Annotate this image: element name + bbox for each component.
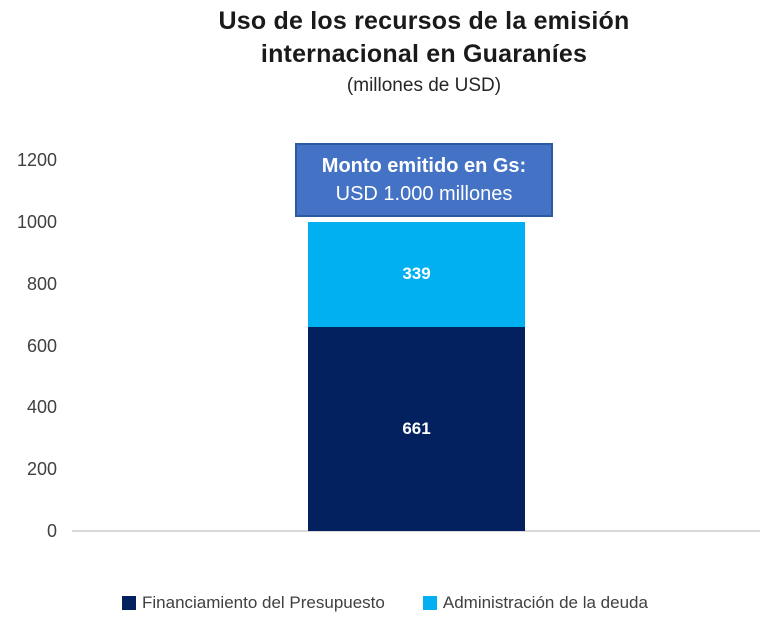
legend-item — [122, 593, 385, 613]
y-tick-label: 1200 — [16, 150, 57, 170]
legend-label: Administración de la deuda — [442, 593, 648, 612]
annotation-line1: Monto emitido en Gs: — [321, 155, 527, 177]
bar-value-label: 339 — [402, 264, 431, 284]
legend — [122, 593, 648, 613]
chart-title-block — [89, 5, 759, 99]
y-tick-label: 0 — [46, 521, 57, 541]
chart-title-line2: internacional en Guaraníes — [260, 40, 588, 68]
y-tick-label: 400 — [26, 397, 57, 418]
chart-subtitle: (millones de USD) — [346, 75, 502, 96]
y-tick-label: 800 — [26, 273, 57, 294]
bar-segment — [308, 222, 525, 327]
y-tick-label: 200 — [26, 459, 57, 480]
stacked-bar — [308, 222, 525, 531]
annotation-line2: USD 1.000 millones — [335, 183, 513, 205]
legend-swatch-icon — [423, 596, 437, 610]
legend-label: Financiamiento del Presupuesto — [142, 593, 385, 612]
annotation-box — [295, 143, 553, 217]
bar-value-label: 661 — [402, 418, 431, 438]
legend-swatch-icon — [122, 596, 136, 610]
y-tick-label: 1000 — [16, 211, 57, 232]
y-tick-label: 600 — [26, 335, 57, 356]
bar-segment — [308, 327, 525, 531]
legend-item — [423, 593, 648, 613]
chart-title-line1: Uso de los recursos de la emisión — [218, 7, 630, 35]
